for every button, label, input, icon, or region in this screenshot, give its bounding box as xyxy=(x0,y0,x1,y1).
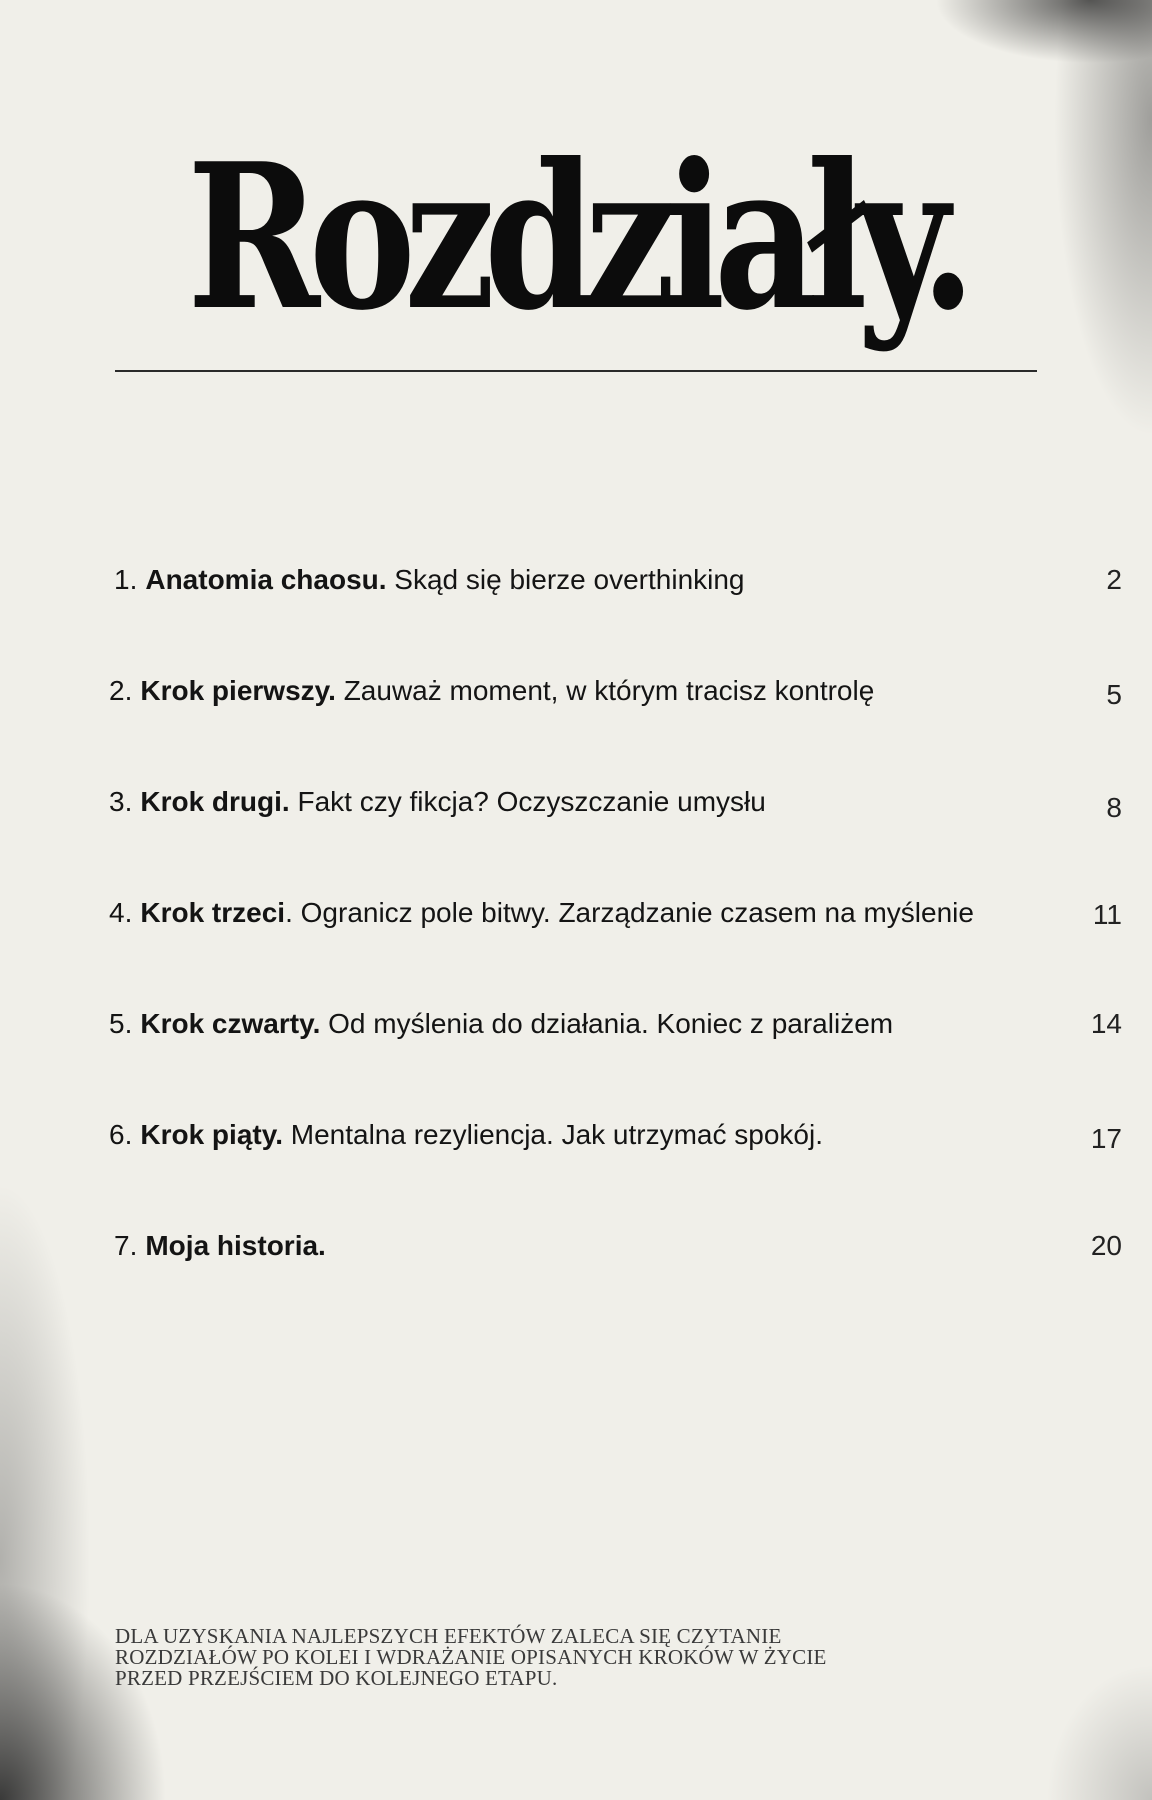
chapter-number: 5. xyxy=(109,1008,133,1039)
chapter-page-number: 8 xyxy=(1106,792,1122,823)
chapter-heading: Krok piąty. xyxy=(140,1119,283,1150)
toc-item-text xyxy=(114,560,745,600)
toc-item-text xyxy=(109,1004,893,1044)
toc-item-7[interactable] xyxy=(0,1226,1152,1276)
chapter-heading: Anatomia chaosu. xyxy=(145,564,387,595)
chapter-number: 6. xyxy=(109,1119,133,1150)
chapter-heading: Moja historia. xyxy=(145,1230,326,1261)
chapter-heading: Krok drugi. xyxy=(140,786,290,817)
chapter-subtitle: Skąd się bierze overthinking xyxy=(386,564,745,595)
chapter-heading: Krok czwarty. xyxy=(140,1008,321,1039)
chapter-subtitle: Fakt czy fikcja? Oczyszczanie umysłu xyxy=(289,786,766,817)
chapter-heading: Krok trzeci xyxy=(140,897,286,928)
chapter-page-number: 14 xyxy=(1090,1008,1122,1039)
toc-item-text xyxy=(109,1115,823,1155)
toc-item-6[interactable] xyxy=(0,1115,1152,1165)
chapter-subtitle: Zauważ moment, w którym tracisz kontrolę xyxy=(335,675,875,706)
toc-item-text xyxy=(109,893,974,933)
reading-advice-note xyxy=(115,1626,875,1689)
note-line: PRZED PRZEJŚCIEM DO KOLEJNEGO ETAPU. xyxy=(115,1666,558,1690)
chapter-number: 7. xyxy=(114,1230,138,1261)
chapter-number: 4. xyxy=(109,897,133,928)
toc-item-3[interactable] xyxy=(0,782,1152,832)
page-title: Rozdziały. xyxy=(187,120,965,355)
chapter-page-number: 11 xyxy=(1092,899,1122,930)
toc-item-4[interactable] xyxy=(0,893,1152,943)
chapter-page-number: 20 xyxy=(1090,1230,1122,1261)
note-line: DLA UZYSKANIA NAJLEPSZYCH EFEKTÓW ZALECA SIĘ CZYTANIE xyxy=(115,1624,782,1648)
toc-item-text xyxy=(114,1226,326,1266)
chapter-heading: Krok pierwszy. xyxy=(140,675,336,706)
chapter-subtitle: . Ogranicz pole bitwy. Zarządzanie czasem na myślenie xyxy=(285,897,974,928)
chapter-subtitle: Mentalna rezyliencja. Jak utrzymać spokój. xyxy=(282,1119,823,1150)
chapter-page-number: 2 xyxy=(1106,564,1122,595)
chapter-page-number: 5 xyxy=(1106,679,1122,710)
toc-item-text xyxy=(109,671,874,711)
chapter-number: 3. xyxy=(109,786,133,817)
note-line: ROZDZIAŁÓW PO KOLEI I WDRAŻANIE OPISANYCH KROKÓW W ŻYCIE xyxy=(115,1645,827,1669)
toc-item-text xyxy=(109,782,766,822)
toc-item-5[interactable] xyxy=(0,1004,1152,1054)
chapter-subtitle: Od myślenia do działania. Koniec z paraliżem xyxy=(320,1008,894,1039)
toc-item-1[interactable] xyxy=(0,560,1152,610)
chapter-number: 2. xyxy=(109,675,133,706)
chapter-number: 1. xyxy=(114,564,138,595)
toc-item-2[interactable] xyxy=(0,671,1152,721)
chapter-page-number: 17 xyxy=(1090,1123,1122,1154)
